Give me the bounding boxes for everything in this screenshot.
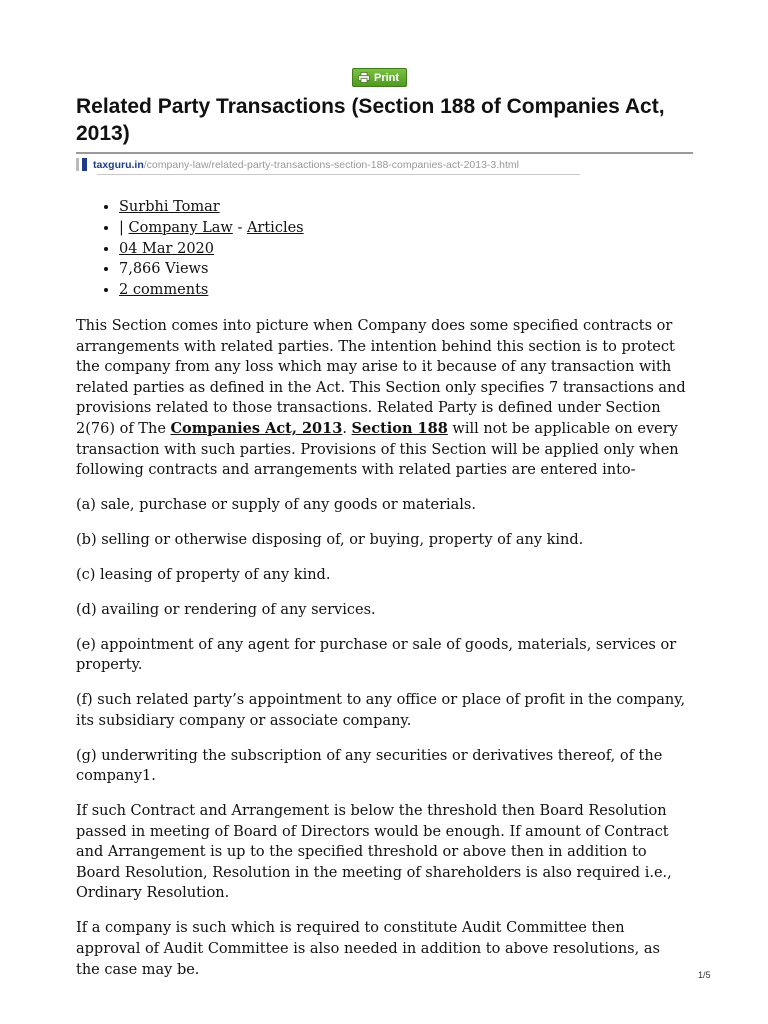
date-link[interactable]: 04 Mar 2020: [119, 240, 214, 257]
item-g: (g) underwriting the subscription of any securities or derivatives thereof, of the company1.: [76, 747, 663, 785]
meta-comments-item: [119, 280, 304, 301]
meta-author-item: [119, 197, 304, 218]
source-marker-light: [76, 158, 79, 171]
comments-link[interactable]: 2 comments: [119, 282, 209, 298]
print-button-label: Print: [374, 71, 400, 84]
views-count: 7,866 Views: [119, 261, 209, 278]
item-f: (f) such related party’s appointment to any office or place of profit in the company, its subsidiary company or associate company.: [76, 692, 686, 729]
meta-views-item: [119, 259, 304, 280]
source-url-link[interactable]: [93, 159, 519, 171]
article-meta-list: [92, 197, 304, 301]
source-url-underline: [97, 174, 580, 175]
author-link[interactable]: Surbhi Tomar: [119, 199, 220, 215]
item-d: (d) availing or rendering of any services.: [76, 601, 376, 618]
intro-paragraph: [76, 316, 688, 481]
printer-icon: [358, 72, 370, 83]
item-b: (b) selling or otherwise disposing of, or buying, property of any kind.: [76, 531, 584, 548]
intro-text-2: will not be applicable on every transaction with such parties. Provisions of this Section will be applied only when following contracts and arrangements with related parties are entered into-: [76, 420, 679, 479]
meta-category-item: [119, 218, 304, 239]
print-area: [352, 68, 407, 87]
meta-date-item: [119, 239, 304, 260]
item-a: (a) sale, purchase or supply of any goods or materials.: [76, 497, 476, 514]
category-link[interactable]: Company Law: [128, 219, 233, 236]
audit-paragraph: If a company is such which is required to constitute Audit Committee then approval of Audit Committee is also needed in addition to above resolutions, as the case may be.: [76, 920, 660, 978]
articles-link[interactable]: Articles: [246, 219, 304, 236]
meta-dash: -: [237, 219, 243, 236]
article-title: Related Party Transactions (Section 188 of Companies Act, 2013): [76, 95, 665, 145]
page-number: 1/5: [698, 970, 711, 980]
section-188-link[interactable]: Section 188: [351, 419, 448, 437]
item-c: (c) leasing of property of any kind.: [76, 566, 331, 583]
source-url-row: [76, 158, 519, 171]
item-e: (e) appointment of any agent for purchase or sale of goods, materials, services or property.: [76, 636, 677, 674]
source-marker-dark: [82, 158, 87, 171]
companies-act-link[interactable]: Companies Act, 2013: [170, 419, 343, 437]
source-path: /company-law/related-party-transactions-section-188-companies-act-2013-3.html: [143, 158, 520, 171]
print-button[interactable]: [352, 68, 407, 87]
meta-separator: |: [119, 219, 124, 236]
threshold-paragraph: If such Contract and Arrangement is below the threshold then Board Resolution passed in meeting of Board of Directors would be enough. If amount of Contract and Arrangement is up to the specified threshold or above then in addition to Board Resolution, Resolution in the meeting of shareholders is also required i.e., Ordinary Resolution.: [76, 803, 672, 902]
source-domain: taxguru.in: [93, 158, 144, 171]
article-body: [76, 316, 688, 994]
intro-dot: .: [342, 420, 352, 437]
intro-text-1: This Section comes into picture when Company does some specified contracts or arrangements with related parties. The intention behind this section is to protect the company from any loss which may arise to it because of any transaction with related parties as defined in the Act. This Section only specifies 7 transactions and provisions related to those transactions. Related Party is defined under Section 2(76) of The: [76, 318, 686, 437]
title-divider: [76, 152, 693, 154]
